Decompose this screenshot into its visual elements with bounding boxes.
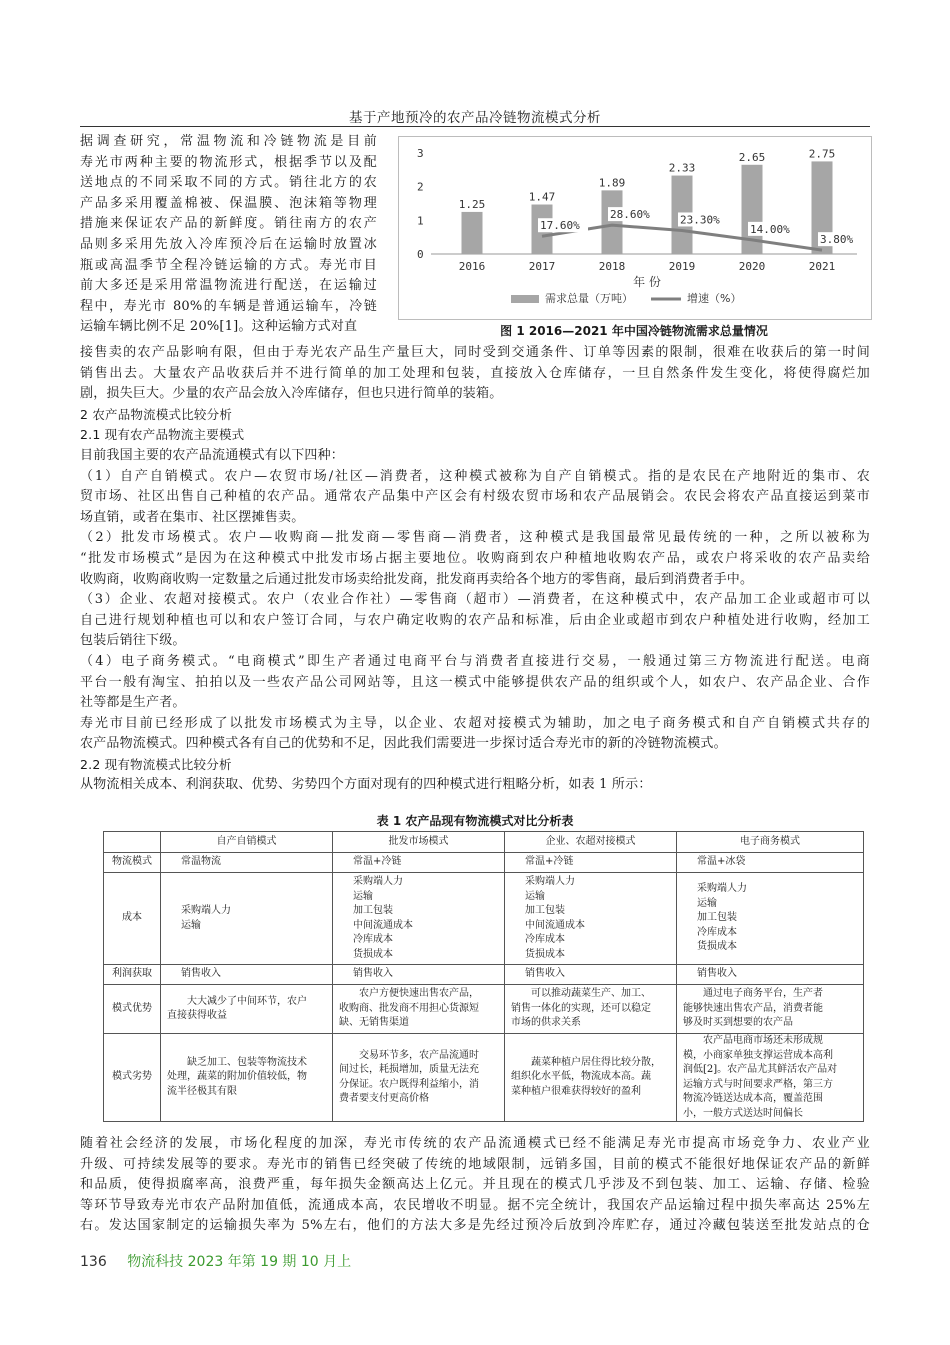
x-tick-label: 2020	[738, 260, 766, 273]
text-line: 农产品物流模式。四种模式各有自己的优势和不足，因此我们需要进一步探讨适合寿光市的新的冷链物流模式。	[80, 736, 727, 752]
table-cell-line: 采购端人力	[697, 883, 747, 895]
text-line: 瓶或高温季节全程冷链运输的方式。寿光市目	[80, 257, 377, 273]
table-cell-line: 物流冷链送达成本高，覆盖范围	[683, 1093, 823, 1104]
x-tick-label: 2016	[458, 260, 486, 273]
table-cell	[677, 985, 864, 1034]
table-header-cell	[104, 832, 161, 853]
table-header-cell: 自产自销模式	[161, 832, 333, 853]
section-heading: 2 农产品物流模式比较分析	[80, 406, 233, 422]
table-cell-line: 可以推动蔬菜生产、加工、	[511, 988, 651, 1000]
page-number: 136	[80, 1254, 107, 1270]
table-cell-line: 运输	[181, 919, 201, 931]
table-cell-line: 采购端人力	[525, 876, 575, 887]
x-tick-label: 2017	[528, 260, 556, 273]
journal-issue: 物流科技 2023 年第 19 期 10 月上	[127, 1254, 352, 1270]
bar-value-label: 2.65	[738, 150, 766, 164]
table-cell-line: 分保证。农户既得利益缩小，消	[339, 1078, 479, 1090]
y-tick-label: 3	[417, 147, 424, 160]
header-rule	[80, 126, 870, 127]
table-cell-line: 组织化水平低，物流成本高。蔬	[511, 1071, 651, 1083]
table-cell-line: 运输	[525, 890, 545, 902]
table-row	[104, 965, 864, 985]
left-column-paragraph	[80, 132, 377, 338]
table-cell	[505, 873, 677, 965]
table-cell-line: 处理，蔬菜的附加价值较低，物	[167, 1071, 307, 1083]
table-cell-line: 加工包装	[525, 905, 565, 916]
table-cell	[333, 873, 505, 965]
table-cell-line: 能够快速出售农产品，消费者能	[683, 1002, 823, 1014]
x-tick-label: 2018	[598, 260, 626, 273]
bar-value-label: 1.47	[528, 190, 556, 204]
table-cell-line: 模，小商家单独支撑运营成本高利	[683, 1049, 833, 1061]
text-line: 从物流相关成本、利润获取、优势、劣势四个方面对现有的四种模式进行粗略分析，如表 1 所示：	[80, 777, 652, 793]
table-cell-line: 加工包装	[353, 905, 393, 916]
legend-label-bar: 需求总量（万吨）	[545, 292, 633, 305]
text-line: 措施来保证农产品的新鲜度。销往南方的农产	[80, 216, 377, 232]
table-cell	[677, 873, 864, 965]
table-cell-line: 常温物流	[181, 856, 221, 868]
legend-swatch-bar	[511, 295, 539, 303]
bar-value-label: 2.75	[808, 147, 836, 161]
line-value-label: 14.00%	[750, 222, 790, 236]
section-heading: 2.2 现有物流模式比较分析	[80, 756, 232, 772]
text-line: 接售卖的农产品影响有限，但由于寿光农产品生产量巨大，同时受到交通条件、订单等因素的限制，很难在收获后的第一时间	[80, 345, 870, 360]
text-line: 品则多采用先放入冷库预冷后在运输时放置冰	[80, 236, 377, 252]
text-line: 场直销，或者在集市、社区摆摊售卖。	[80, 509, 305, 525]
text-line: 销售出去。大量农产品收获后并不进行简单的加工处理和包装，直接放入仓库储存，一旦自然条件发生变化，将使得腐烂加	[80, 365, 870, 381]
table-cell-line: 运输	[353, 890, 373, 902]
text-line: 平台一般有淘宝、拍拍以及一些农产品公司网站等，且这一模式中能够提供农产品的组织或个人，如农户、农产品企业、合作	[80, 674, 870, 690]
table-header-cell: 企业、农超对接模式	[505, 832, 677, 853]
table-cell-line: 销售收入	[697, 968, 737, 980]
table-row-label: 成本	[104, 873, 161, 965]
table-cell-line: 冷库成本	[353, 934, 393, 945]
table-cell	[333, 985, 505, 1034]
table-cell-line: 销售一体化的实现，还可以稳定	[511, 1002, 651, 1014]
table-cell-line: 运输	[697, 897, 717, 909]
table-cell-line: 销售收入	[181, 968, 221, 980]
text-line: “批发市场模式”是因为在这种模式中批发市场占据主要地位。收购商到农户种植地收购农产品，或农户将采收的农产品卖给	[80, 550, 870, 566]
legend-label-line: 增速（%）	[687, 292, 742, 305]
comparison-table	[103, 831, 864, 1122]
table-cell-line: 交易环节多，农产品流通时	[339, 1049, 479, 1061]
table-cell-line: 润低[2]。农产品尤其鲜活农产品对	[683, 1064, 838, 1075]
table-cell	[333, 965, 505, 985]
table-cell-line: 缺乏加工、包装等物流技术	[167, 1056, 307, 1068]
table-cell-line: 销售收入	[525, 968, 565, 980]
text-line: 程中，寿光市 80%的车辆是普通运输车，冷链	[80, 298, 377, 314]
x-tick-label: 2021	[808, 260, 836, 273]
bar	[602, 190, 623, 254]
text-line: 包装后销往下级。	[80, 633, 186, 649]
text-line: 寿光市目前已经形成了以批发市场模式为主导，以企业、农超对接模式为辅助，加之电子商务模式和自产自销模式共存的	[80, 715, 870, 731]
table-row	[104, 985, 864, 1034]
table-cell-line: 常温+冷链	[525, 856, 574, 868]
text-line: （1）自产自销模式。农户—农贸市场/社区—消费者，这种模式被称为自产自销模式。指的是农民在产地附近的集市、农	[80, 468, 870, 484]
table-cell-line: 中间流通成本	[525, 919, 585, 931]
text-line: 送地点的不同采取不同的方式。销往北方的农	[80, 175, 377, 191]
table-row	[104, 873, 864, 965]
text-line: 目前我国主要的农产品流通模式有以下四种：	[80, 447, 345, 463]
text-line: 收购商，收购商收购一定数量之后通过批发市场卖给批发商，批发商再卖给各个地方的零售商，最后到消费者手中。	[80, 571, 754, 587]
table-cell-line: 常温+冰袋	[697, 856, 746, 868]
table-cell-line: 间过长，耗损增加，质量无法充	[339, 1064, 479, 1075]
table-cell	[677, 965, 864, 985]
table-cell-line: 货损成本	[697, 941, 737, 953]
figure-caption: 图 1 2016—2021 年中国冷链物流需求总量情况	[500, 324, 768, 338]
table-cell-line: 直接获得收益	[167, 1010, 227, 1021]
table-row	[104, 853, 864, 873]
text-line: 等环节导致寿光市农产品附加值低，流通成本高，农民增收不明显。据不完全统计，我国农产品运输过程中损失率高达 25%左	[80, 1197, 870, 1213]
table-cell-line: 农产品电商市场还未形成规	[683, 1035, 823, 1046]
table-cell	[161, 1034, 333, 1122]
text-line: 前大多还是采用常温物流进行配送，在运输过	[80, 278, 377, 294]
bar-value-label: 1.25	[458, 197, 486, 211]
figure-1-chart	[398, 136, 872, 320]
chart-svg	[399, 137, 871, 319]
table-cell	[677, 853, 864, 873]
table-cell-line: 农户方便快速出售农产品，	[339, 988, 479, 1000]
text-line: 据调查研究，常温物流和冷链物流是目前	[80, 134, 377, 149]
table-cell-line: 缺、无销售渠道	[339, 1017, 409, 1029]
bar-value-label: 1.89	[598, 176, 626, 190]
table-header-row	[104, 832, 864, 853]
table-cell-line: 费者要支付更高价格	[339, 1093, 429, 1104]
table-row	[104, 1034, 864, 1122]
text-line: 剧，损失巨大。少量的农产品会放入冷库储存，但也只进行简单的装箱。	[80, 386, 503, 402]
y-tick-label: 1	[417, 214, 424, 228]
line-value-label: 3.80%	[820, 233, 854, 247]
table-row-label: 物流模式	[104, 853, 161, 873]
text-line: 随着社会经济的发展，市场化程度的加深，寿光市传统的农产品流通模式已经不能满足寿光市提高市场竞争力、农业产业	[80, 1136, 870, 1151]
table-cell-line: 货损成本	[353, 948, 393, 960]
table-cell	[505, 985, 677, 1034]
table-cell-line: 通过电子商务平台，生产者	[683, 988, 823, 1000]
x-tick-label: 2019	[668, 260, 696, 273]
line-value-label: 23.30%	[680, 213, 720, 227]
table-header-cell: 电子商务模式	[677, 832, 864, 853]
table-row-label: 利润获取	[104, 965, 161, 985]
table-cell-line: 菜种植户很难获得较好的盈利	[511, 1085, 641, 1097]
text-line: 升级、可持续发展等的要求。寿光市的销售已经突破了传统的地域限制，远销多国，目前的模式不能很好地保证农产品的新鲜	[80, 1156, 870, 1172]
table-cell-line: 够及时买到想要的农产品	[683, 1017, 793, 1029]
x-axis-title: 年 份	[633, 275, 661, 289]
table-cell	[505, 853, 677, 873]
text-line: （3）企业、农超对接模式。农户（农业合作社）—零售商（超市）—消费者，在这种模式中，农产品加工企业或超市可以	[80, 592, 870, 608]
table-cell-line: 采购端人力	[353, 876, 403, 887]
table-cell	[161, 873, 333, 965]
text-line: 自己进行规划种植也可以和农户签订合同，与农户确定收购的农产品和标准，后由企业或超市到农户种植处进行收购，经加工	[80, 612, 870, 628]
line-value-label: 28.60%	[610, 208, 650, 222]
table-cell-line: 加工包装	[697, 912, 737, 924]
text-line: 产品多采用覆盖棉被、保温膜、泡沫箱等物理	[80, 195, 377, 211]
y-tick-label: 0	[417, 248, 424, 261]
table-cell-line: 常温+冷链	[353, 856, 402, 868]
bar-value-label: 2.33	[668, 161, 696, 175]
text-line: （2）批发市场模式。农户—收购商—批发商—零售商—消费者，这种模式是我国最常见最传统的一种，之所以被称为	[80, 530, 870, 546]
text-line: （4）电子商务模式。“电商模式”即生产者通过电商平台与消费者直接进行交易，一般通过第三方物流进行配送。电商	[80, 653, 870, 669]
table-cell-line: 冷库成本	[525, 934, 565, 945]
table-cell	[161, 853, 333, 873]
table-cell-line: 冷库成本	[697, 926, 737, 938]
table-cell-line: 采购端人力	[181, 905, 231, 916]
table-cell	[333, 1034, 505, 1122]
table-row-label: 模式优势	[104, 985, 161, 1034]
section-heading: 2.1 现有农产品物流主要模式	[80, 427, 245, 443]
text-line: 和品质，使得损腐率高，浪费严重，每年损失金额高达上亿元。并且现在的模式几乎涉及不到包装、加工、运输、存储、检验	[80, 1177, 870, 1193]
table-cell	[677, 1034, 864, 1122]
table-cell-line: 货损成本	[525, 948, 565, 960]
text-line: 贸市场、社区出售自己种植的农产品。通常农产品集中产区会有村级农贸市场和农产品展销会。农民会将农产品直接运到菜市	[80, 489, 870, 505]
text-line: 运输车辆比例不足 20%[1]。这种运输方式对直	[80, 319, 358, 335]
table-cell	[333, 853, 505, 873]
text-line: 寿光市两种主要的物流形式，根据季节以及配	[80, 154, 377, 170]
table-cell	[161, 965, 333, 985]
table-cell-line: 市场的供求关系	[511, 1017, 581, 1029]
table-cell-line: 大大减少了中间环节，农户	[167, 995, 307, 1007]
bar	[462, 212, 483, 254]
table-cell-line: 销售收入	[353, 968, 393, 980]
running-header-title: 基于产地预冷的农产品冷链物流模式分析	[349, 110, 601, 126]
table-cell-line: 中间流通成本	[353, 919, 413, 931]
table-cell-line: 收购商、批发商不用担心货源短	[339, 1002, 479, 1014]
table-header-cell: 批发市场模式	[333, 832, 505, 853]
table-cell-line: 流半径极其有限	[167, 1085, 237, 1097]
table-row-label: 模式劣势	[104, 1034, 161, 1122]
y-tick-label: 2	[417, 180, 424, 194]
table-cell-line: 运输方式与时间要求严格，第三方	[683, 1078, 833, 1090]
table-caption: 表 1 农产品现有物流模式对比分析表	[376, 814, 574, 828]
table-cell	[505, 1034, 677, 1122]
text-line: 右。发达国家制定的运输损失率为 5%左右，他们的方法大多是先经过预冷后放到冷库贮存，通过冷藏包装送至批发站点的仓	[80, 1218, 870, 1234]
table-cell	[505, 965, 677, 985]
line-value-label: 17.60%	[540, 219, 580, 233]
body-text-closing	[80, 1134, 870, 1237]
page-footer	[80, 1251, 351, 1271]
table-cell-line: 小，一般方式送达时间偏长	[683, 1107, 803, 1119]
body-text-section-2	[80, 343, 870, 796]
text-line: 社等都是生产者。	[80, 695, 186, 711]
table-cell	[161, 985, 333, 1034]
table-cell-line: 蔬菜种植户居住得比较分散，	[511, 1056, 661, 1068]
